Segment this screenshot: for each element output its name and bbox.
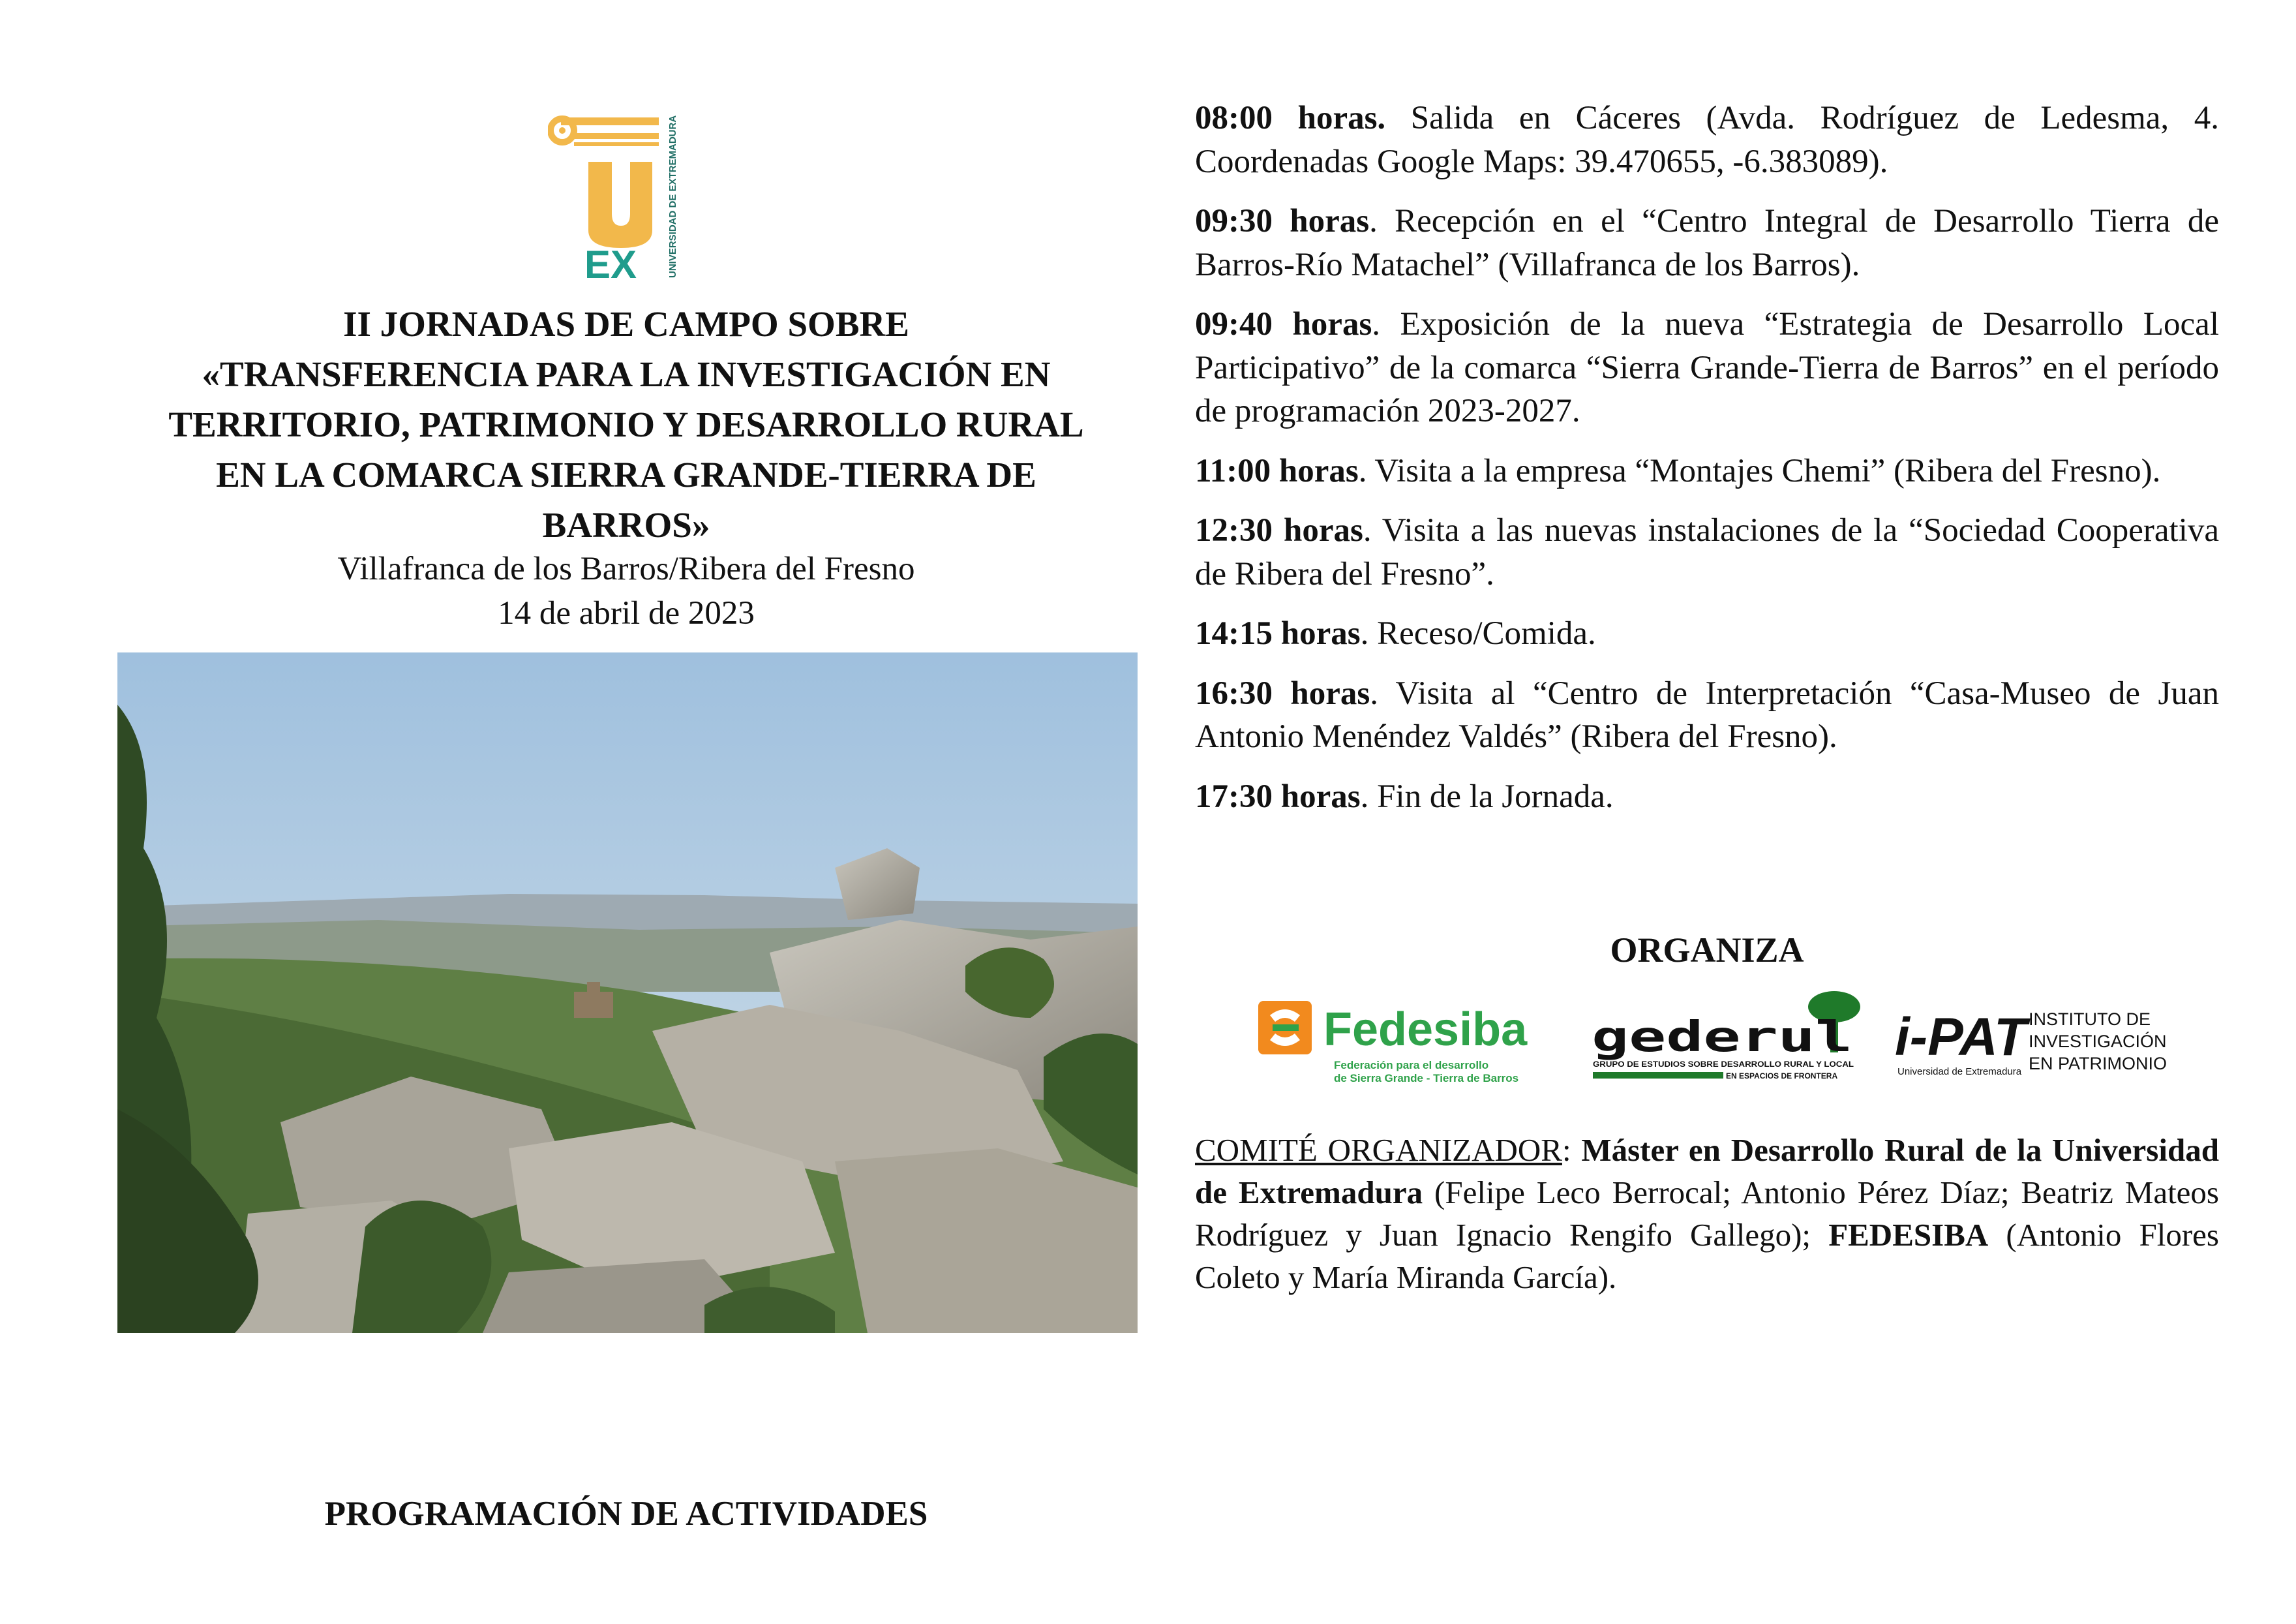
comite-master: Máster en Desarrollo Rural de la Universidad de Extremadura (1195, 1132, 2219, 1210)
schedule-time: 17:30 horas (1195, 778, 1361, 815)
comite-fedesiba: FEDESIBA (1828, 1217, 1989, 1253)
title-line-5: BARROS» (542, 505, 710, 545)
uex-ex-text: EX (584, 243, 637, 279)
ipat-line1: INSTITUTO DE (2029, 1009, 2151, 1029)
uex-vertical-text: UNIVERSIDAD DE EXTREMADURA (667, 115, 678, 278)
programacion-heading: PROGRAMACIÓN DE ACTIVIDADES (324, 1495, 928, 1533)
fedesiba-name: Fedesiba (1323, 1004, 1528, 1056)
organizing-committee (1195, 1129, 2219, 1298)
schedule-text: . Recepción en el “Centro Integral de Desarrollo Tierra de Barros-Río Matachel” (Villafranca de los Barros). (1195, 203, 2219, 283)
schedule-text: . Fin de la Jornada. (1360, 778, 1614, 815)
title-line-3: TERRITORIO, PATRIMONIO Y DESARROLLO RURAL (168, 405, 1084, 444)
schedule-text: . Visita al “Centro de Interpretación “Casa-Museo de Juan Antonio Menéndez Valdés” (Ribera del Fresno). (1195, 675, 2219, 755)
schedule-item (1195, 303, 2219, 433)
title-line-1: II JORNADAS DE CAMPO SOBRE (343, 304, 909, 344)
fedesiba-line1: Federación para el desarrollo (1334, 1059, 1489, 1071)
event-date: 14 de abril de 2023 (498, 595, 755, 632)
schedule-time: 16:30 horas (1195, 675, 1370, 712)
gederul-line1: GRUPO DE ESTUDIOS SOBRE DESARROLLO RURAL Y LOCAL (1593, 1060, 1854, 1069)
ipat-name: i-PAT (1895, 1007, 2027, 1067)
landscape-illustration (117, 652, 1138, 1333)
event-title (114, 299, 1138, 550)
schedule-time: 11:00 horas (1195, 452, 1359, 489)
schedule-item (1195, 612, 2219, 656)
fedesiba-logo (1256, 992, 1575, 1086)
schedule-text: . Visita a la empresa “Montajes Chemi” (Ribera del Fresno). (1358, 452, 2161, 489)
uex-logo (548, 103, 691, 279)
ipat-line3: EN PATRIMONIO (2029, 1054, 2168, 1073)
fedesiba-logo-graphic (1256, 992, 1575, 1086)
title-line-2: «TRANSFERENCIA PARA LA INVESTIGACIÓN EN (202, 354, 1051, 394)
ipat-logo-graphic (1895, 1002, 2201, 1083)
schedule-item (1195, 509, 2219, 596)
schedule-time: 14:15 horas (1195, 615, 1361, 652)
ipat-logo (1895, 1002, 2201, 1083)
schedule-time: 08:00 horas. (1195, 100, 1386, 136)
comite-members-1: (Felipe Leco Berrocal; Antonio Pérez Díaz; Beatriz Mateos Rodríguez y Juan Ignacio Rengifo Gallego); (1195, 1174, 2219, 1253)
schedule-item (1195, 200, 2219, 286)
schedule-list (1195, 97, 2219, 835)
schedule-item (1195, 450, 2219, 493)
schedule-time: 09:40 horas (1195, 306, 1372, 343)
schedule-time: 12:30 horas (1195, 512, 1363, 549)
ipat-sub: Universidad de Extremadura (1897, 1066, 2022, 1077)
comite-colon: : (1562, 1132, 1582, 1168)
comite-label: COMITÉ ORGANIZADOR (1195, 1132, 1562, 1168)
ipat-line2: INVESTIGACIÓN (2029, 1032, 2167, 1051)
organiza-heading: ORGANIZA (1610, 930, 1804, 970)
comite-members-2: (Antonio Flores Coleto y María Miranda García). (1195, 1217, 2220, 1295)
gederul-line2: EN ESPACIOS DE FRONTERA (1726, 1071, 1838, 1080)
schedule-text: . Receso/Comida. (1360, 615, 1596, 652)
schedule-time: 09:30 horas (1195, 203, 1370, 239)
fedesiba-line2: de Sierra Grande - Tierra de Barros (1334, 1072, 1519, 1084)
schedule-text: Salida en Cáceres (Avda. Rodríguez de Ledesma, 4. Coordenadas Google Maps: 39.470655, -6.383089). (1195, 100, 2219, 180)
schedule-text: . Exposición de la nueva “Estrategia de Desarrollo Local Participativo” de la comarca “Sierra Grande-Tierra de Barros” en el período de programación 2023-2027. (1195, 306, 2219, 429)
event-subtitle (114, 547, 1138, 636)
gederul-logo-graphic (1592, 988, 1865, 1086)
gederul-name: gederul (1592, 1013, 1852, 1062)
schedule-item (1195, 775, 2219, 819)
title-line-4: EN LA COMARCA SIERRA GRANDE-TIERRA DE (216, 455, 1036, 495)
schedule-item (1195, 672, 2219, 759)
schedule-item (1195, 97, 2219, 183)
landscape-photo (117, 652, 1138, 1333)
schedule-text: . Visita a las nuevas instalaciones de la “Sociedad Cooperativa de Ribera del Fresno”. (1195, 512, 2219, 592)
event-location: Villafranca de los Barros/Ribera del Fresno (337, 551, 915, 587)
gederul-logo (1592, 988, 1865, 1086)
uex-logo-graphic (548, 103, 691, 279)
